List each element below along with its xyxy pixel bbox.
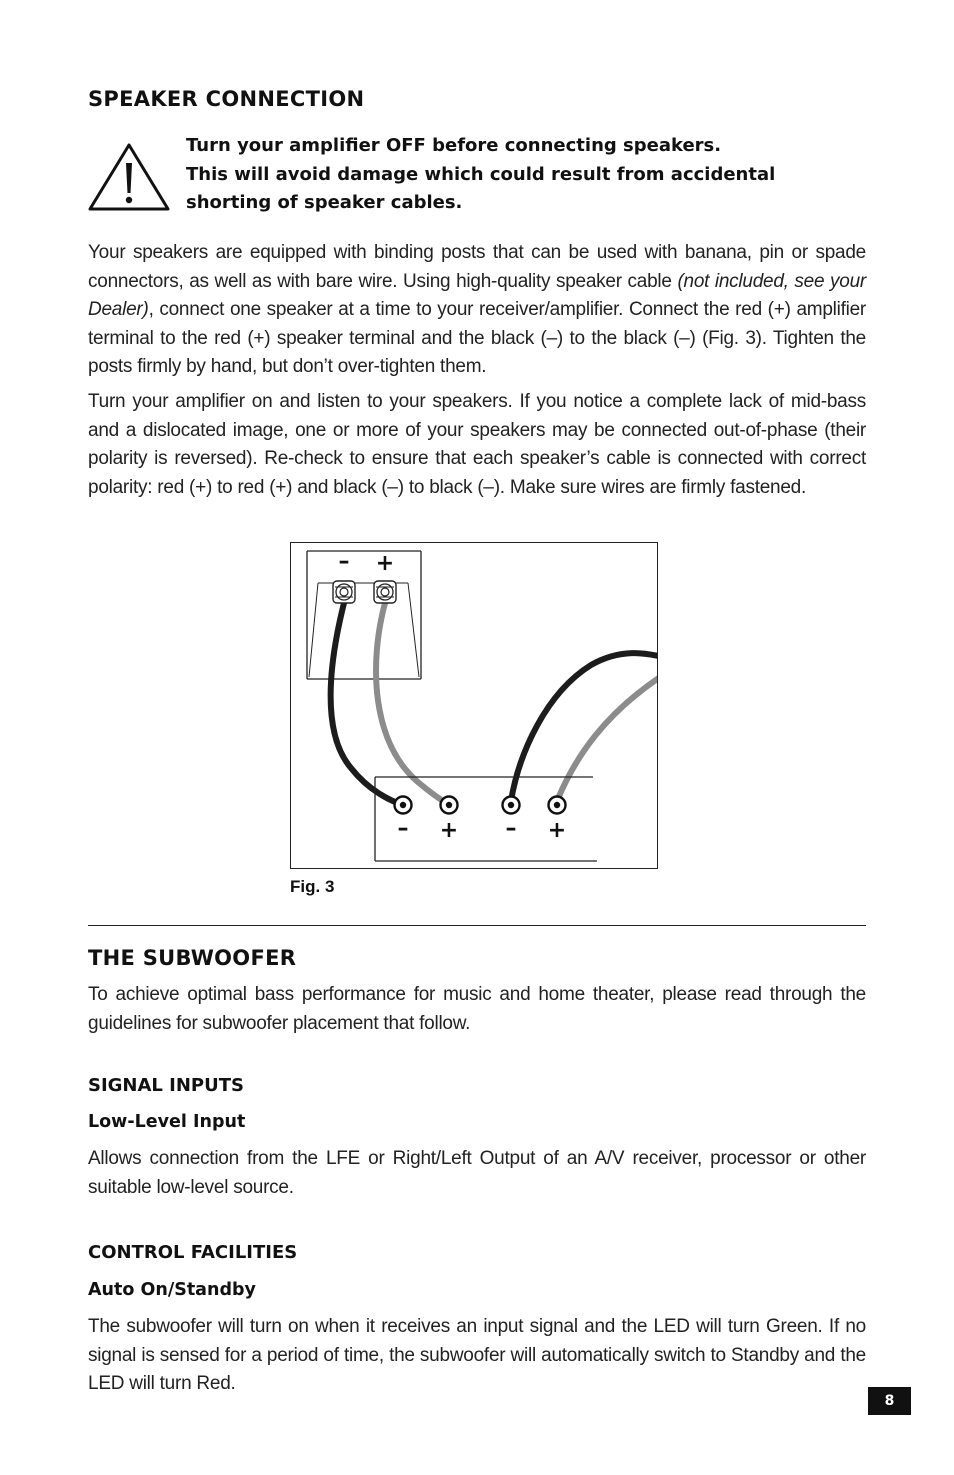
speaker-red-wire — [376, 603, 449, 805]
second-speaker-red-wire — [557, 675, 658, 801]
para1-italic-note: (not included, see your Dealer) — [88, 270, 866, 321]
speaker-connection-paragraph-1 — [88, 239, 866, 382]
second-speaker-black-wire — [511, 653, 658, 801]
warning-icon — [86, 141, 172, 213]
section-divider — [88, 925, 866, 926]
control-facilities-heading: CONTROL FACILITIES — [88, 1242, 298, 1263]
wiring-diagram — [290, 542, 658, 869]
warning-line: Turn your amplifier OFF before connecting speakers. — [186, 135, 722, 156]
para1-start: Your speakers are equipped with binding posts that can be used with banana, pin or spade connectors, as well as with bare wire. Using high-quality speaker cable — [88, 242, 866, 292]
amp-terminal-4 — [549, 797, 566, 814]
amp-label-2: + — [439, 818, 459, 843]
amp-terminal-1 — [395, 797, 412, 814]
auto-on-standby-text: The subwoofer will turn on when it receives an input signal and the LED will turn Green. If no signal is sensed for a period of time, the subwoofer will automatically switch to Standby and the LED will turn Red. — [88, 1316, 866, 1395]
speaker-binding-post-negative — [333, 581, 355, 603]
speaker-connection-heading: SPEAKER CONNECTION — [88, 87, 365, 111]
low-level-input-text: Allows connection from the LFE or Right/Left Output of an A/V receiver, processor or other suitable low-level source. — [88, 1148, 866, 1198]
speaker-connection-paragraph-2: Turn your amplifier on and listen to your speakers. If you notice a complete lack of mid-bass and a dislocated image, one or more of your speakers may be connected out-of-phase (their polarity is reversed). Re-check to ensure that each speaker’s cable is connected with correct polarity: red (+) to red (+) and black (–) to black (–). Make sure wires are firmly fastened. — [88, 391, 866, 498]
subwoofer-heading: THE SUBWOOFER — [88, 946, 297, 970]
speaker-black-wire — [331, 603, 403, 805]
amp-terminal-2 — [441, 797, 458, 814]
figure-caption: Fig. 3 — [290, 877, 335, 896]
warning-line: shorting of speaker cables. — [186, 192, 463, 214]
speaker-terminal-panel — [307, 551, 421, 679]
amp-label-4: + — [547, 818, 567, 843]
speaker-binding-post-positive — [374, 581, 396, 603]
para1-end: , connect one speaker at a time to your receiver/amplifier. Connect the red (+) amplifier terminal to the red (+) speaker terminal and the black (–) to the black (–) (Fig. 3). Tighten the posts firmly by hand, but don’t over-tighten them. — [88, 299, 866, 378]
signal-inputs-heading: SIGNAL INPUTS — [88, 1075, 244, 1096]
page-number: 8 — [868, 1387, 911, 1415]
warning-line: This will avoid damage which could result from accidental — [186, 163, 776, 185]
speaker-positive-label: + — [375, 551, 395, 576]
amp-label-1: – — [397, 816, 409, 841]
speaker-negative-label: – — [338, 549, 350, 574]
amp-terminal-3 — [503, 797, 520, 814]
subwoofer-intro: To achieve optimal bass performance for music and home theater, please read through the guidelines for subwoofer placement that follow. — [88, 984, 866, 1034]
auto-on-standby-subheading: Auto On/Standby — [88, 1280, 256, 1300]
amp-label-3: – — [505, 816, 517, 841]
warning-message — [186, 132, 826, 218]
low-level-input-subheading: Low-Level Input — [88, 1112, 246, 1132]
